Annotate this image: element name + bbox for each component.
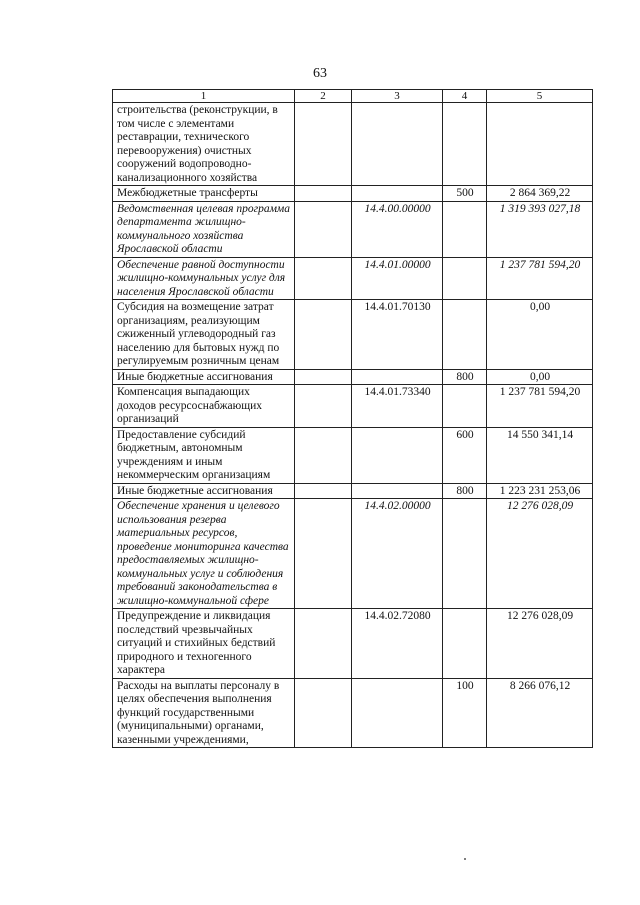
cell-program bbox=[295, 678, 352, 748]
cell-name: Межбюджетные трансферты bbox=[113, 186, 295, 202]
cell-code: 14.4.01.73340 bbox=[352, 385, 443, 428]
cell-type bbox=[443, 201, 487, 257]
cell-code: 14.4.01.70130 bbox=[352, 300, 443, 370]
cell-type bbox=[443, 385, 487, 428]
cell-name: Субсидия на возмещение затрат организациям, реализующим сжиженный углеводородный газ населению для бытовых нужд по регулируемым розничным ценам bbox=[113, 300, 295, 370]
table-row bbox=[113, 678, 593, 748]
cell-amount: 8 266 076,12 bbox=[487, 678, 593, 748]
cell-program bbox=[295, 483, 352, 499]
cell-type: 600 bbox=[443, 427, 487, 483]
column-header: 4 bbox=[443, 90, 487, 103]
cell-program bbox=[295, 609, 352, 679]
cell-type: 800 bbox=[443, 483, 487, 499]
cell-name: Ведомственная целевая программа департамента жилищно-коммунального хозяйства Ярославской области bbox=[113, 201, 295, 257]
cell-amount: 12 276 028,09 bbox=[487, 499, 593, 609]
cell-program bbox=[295, 385, 352, 428]
cell-name: Обеспечение равной доступности жилищно-коммунальных услуг для населения Ярославской области bbox=[113, 257, 295, 300]
cell-name: Предупреждение и ликвидация последствий чрезвычайных ситуаций и стихийных бедствий природного и техногенного характера bbox=[113, 609, 295, 679]
cell-code: 14.4.02.00000 bbox=[352, 499, 443, 609]
cell-program bbox=[295, 186, 352, 202]
cell-type bbox=[443, 499, 487, 609]
cell-amount: 2 864 369,22 bbox=[487, 186, 593, 202]
cell-amount: 1 319 393 027,18 bbox=[487, 201, 593, 257]
table-row bbox=[113, 186, 593, 202]
cell-code bbox=[352, 483, 443, 499]
table-row bbox=[113, 499, 593, 609]
page-number: 63 bbox=[313, 66, 327, 81]
budget-table bbox=[112, 89, 593, 748]
cell-name: Обеспечение хранения и целевого использования резерва материальных ресурсов, проведение мониторинга качества предоставляемых жилищно-коммунальных услуг и соблюдения требований законодательства в жилищно-коммунальной сфере bbox=[113, 499, 295, 609]
column-header: 3 bbox=[352, 90, 443, 103]
table-row bbox=[113, 609, 593, 679]
table-row bbox=[113, 103, 593, 186]
cell-amount: 14 550 341,14 bbox=[487, 427, 593, 483]
cell-name: Иные бюджетные ассигнования bbox=[113, 483, 295, 499]
cell-code: 14.4.00.00000 bbox=[352, 201, 443, 257]
cell-program bbox=[295, 499, 352, 609]
cell-amount: 0,00 bbox=[487, 300, 593, 370]
cell-amount: 1 237 781 594,20 bbox=[487, 385, 593, 428]
cell-amount bbox=[487, 103, 593, 186]
cell-program bbox=[295, 369, 352, 385]
table-header-row bbox=[113, 90, 593, 103]
cell-type bbox=[443, 609, 487, 679]
cell-program bbox=[295, 201, 352, 257]
column-header: 5 bbox=[487, 90, 593, 103]
cell-code bbox=[352, 369, 443, 385]
table-row bbox=[113, 369, 593, 385]
cell-name: Иные бюджетные ассигнования bbox=[113, 369, 295, 385]
cell-type bbox=[443, 257, 487, 300]
cell-amount: 1 223 231 253,06 bbox=[487, 483, 593, 499]
table-row bbox=[113, 257, 593, 300]
cell-type bbox=[443, 103, 487, 186]
cell-type bbox=[443, 300, 487, 370]
cell-code: 14.4.01.00000 bbox=[352, 257, 443, 300]
cell-name: Предоставление субсидий бюджетным, автономным учреждениям и иным некоммерческим организациям bbox=[113, 427, 295, 483]
cell-name: строительства (реконструкции, в том числе с элементами реставрации, технического перевооружения) очистных сооружений водопроводно-канализационного хозяйства bbox=[113, 103, 295, 186]
cell-code bbox=[352, 103, 443, 186]
table-row bbox=[113, 427, 593, 483]
table-row bbox=[113, 300, 593, 370]
cell-code: 14.4.02.72080 bbox=[352, 609, 443, 679]
table-row bbox=[113, 201, 593, 257]
cell-name: Компенсация выпадающих доходов ресурсоснабжающих организаций bbox=[113, 385, 295, 428]
cell-program bbox=[295, 103, 352, 186]
column-header: 2 bbox=[295, 90, 352, 103]
cell-type: 500 bbox=[443, 186, 487, 202]
cell-program bbox=[295, 257, 352, 300]
cell-code bbox=[352, 678, 443, 748]
table-row bbox=[113, 385, 593, 428]
cell-code bbox=[352, 186, 443, 202]
cell-amount: 1 237 781 594,20 bbox=[487, 257, 593, 300]
scan-speck bbox=[464, 858, 466, 860]
cell-program bbox=[295, 300, 352, 370]
cell-type: 100 bbox=[443, 678, 487, 748]
cell-code bbox=[352, 427, 443, 483]
table-row bbox=[113, 483, 593, 499]
cell-amount: 12 276 028,09 bbox=[487, 609, 593, 679]
cell-program bbox=[295, 427, 352, 483]
cell-amount: 0,00 bbox=[487, 369, 593, 385]
column-header: 1 bbox=[113, 90, 295, 103]
cell-name: Расходы на выплаты персоналу в целях обеспечения выполнения функций государственными (муниципальными) органами, казенными учреждениями, bbox=[113, 678, 295, 748]
cell-type: 800 bbox=[443, 369, 487, 385]
